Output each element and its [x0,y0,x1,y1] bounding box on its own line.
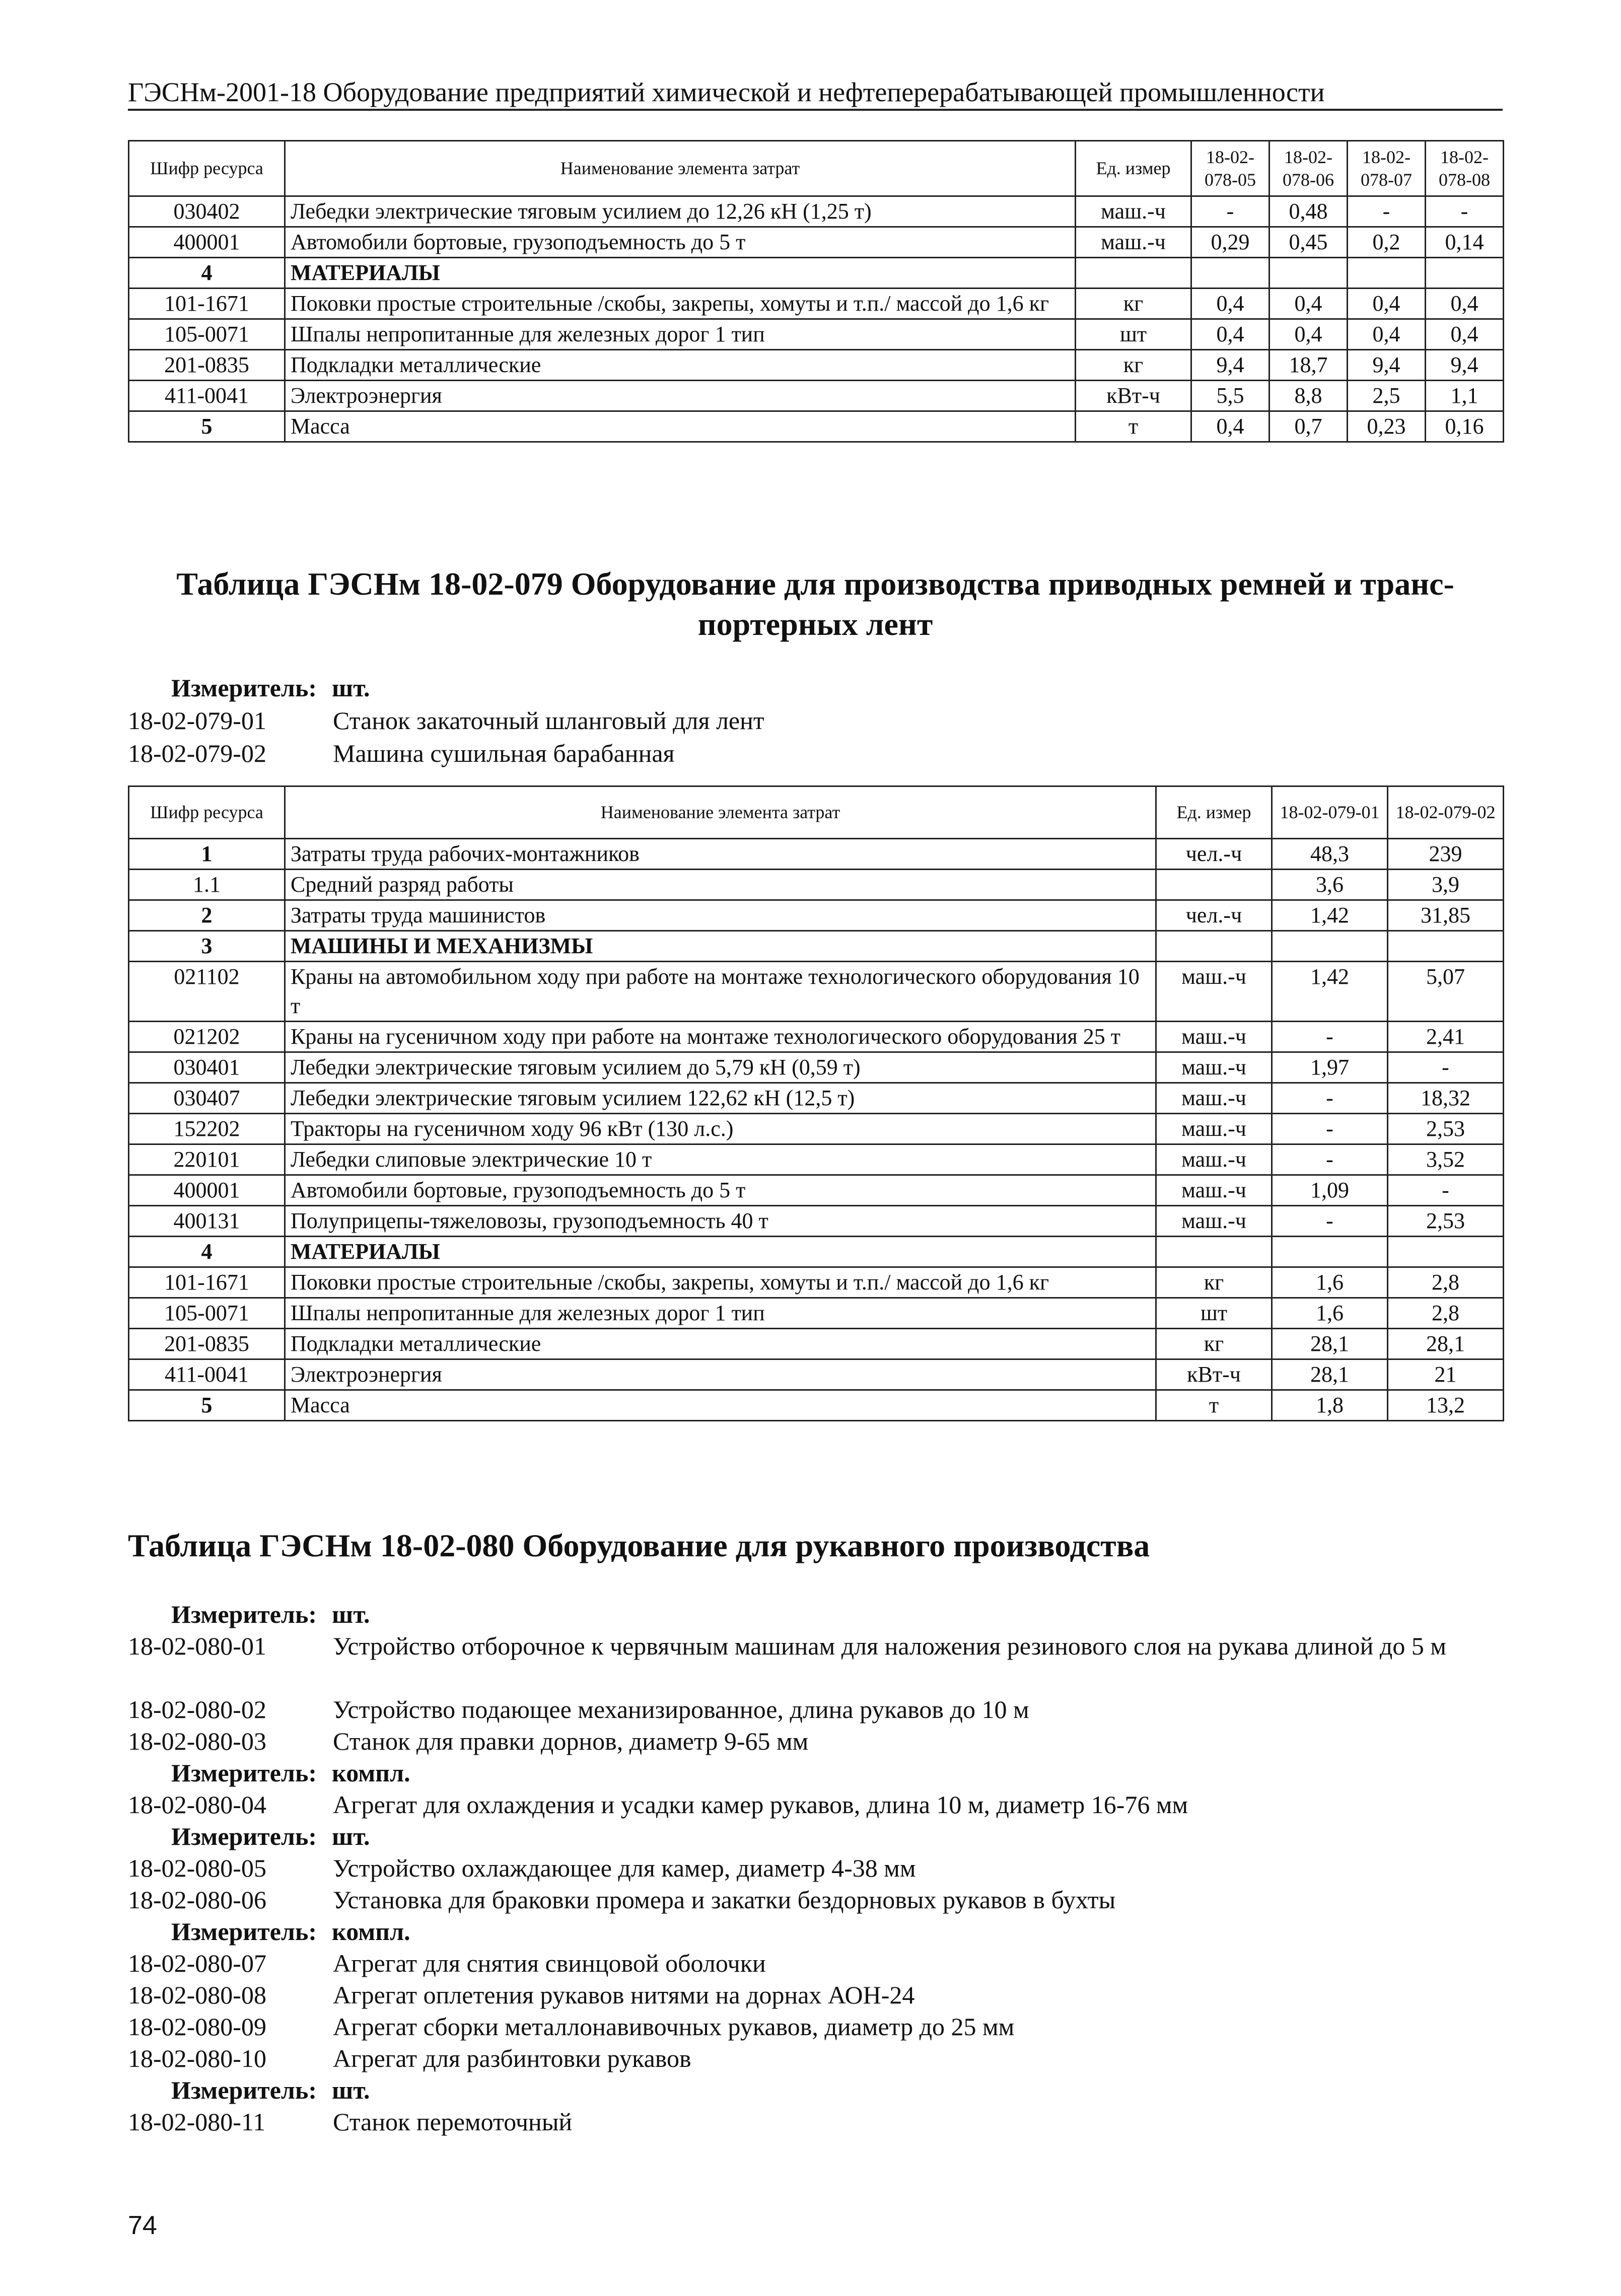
table-row [129,1390,1504,1421]
col-header-norm: 18-02-078-05 [1191,141,1270,196]
cell-name: МАТЕРИАЛЫ [285,258,1076,289]
table-row [129,1298,1504,1329]
cell-value: 9,4 [1191,350,1270,381]
table-row [129,196,1504,227]
cell-value: 0,4 [1348,319,1426,350]
col-header-norm: 18-02-078-07 [1348,141,1426,196]
cell-value: 5,07 [1388,962,1504,1022]
cell-value: 0,29 [1191,227,1270,258]
cell-value: 2,8 [1388,1298,1504,1329]
table-row [129,411,1504,442]
table-header-row [129,786,1504,839]
cell-name: МАТЕРИАЛЫ [285,1237,1156,1267]
measure-unit: компл. [332,1917,410,1946]
cell-code: 220101 [129,1144,285,1175]
cell-name: Лебедки электрические тяговым усилием 122,62 кН (12,5 т) [285,1083,1156,1114]
cell-code: 400001 [129,1175,285,1206]
cell-name: МАШИНЫ И МЕХАНИЗМЫ [285,931,1156,962]
table-row [129,931,1504,962]
table-row [129,1083,1504,1114]
cell-unit: маш.-ч [1076,227,1191,258]
cell-unit [1156,1237,1272,1267]
cell-value: 21 [1388,1359,1504,1390]
table-row [129,870,1504,900]
cell-value: 31,85 [1388,900,1504,931]
item-code: 18-02-080-01 [128,1632,266,1660]
col-header-code: Шифр ресурса [129,141,285,196]
cell-value: 9,4 [1348,350,1426,381]
cell-value: 28,1 [1388,1329,1504,1359]
cell-value: 0,4 [1191,411,1270,442]
col-header-unit: Ед. измер [1076,141,1191,196]
measure-line [171,1821,370,1852]
cell-code: 101-1671 [129,1267,285,1298]
cell-value [1272,931,1388,962]
cell-value: 0,14 [1426,227,1504,258]
cell-code: 105-0071 [129,319,285,350]
cell-value: 1,42 [1272,962,1388,1022]
col-header-norm: 18-02-078-06 [1270,141,1348,196]
cell-unit: маш.-ч [1156,1175,1272,1206]
cell-value: - [1388,1175,1504,1206]
cell-value: - [1191,196,1270,227]
cell-value: - [1348,196,1426,227]
cell-value: 28,1 [1272,1329,1388,1359]
cell-value: 1,8 [1272,1390,1388,1421]
cell-code: 5 [129,411,285,442]
cell-unit: маш.-ч [1156,1083,1272,1114]
item-code: 18-02-080-03 [128,1727,266,1755]
cell-value: 0,48 [1270,196,1348,227]
cell-name: Масса [285,411,1076,442]
cell-unit: чел.-ч [1156,839,1272,870]
cell-name: Краны на автомобильном ходу при работе на монтаже технологического оборудования 10 т [285,962,1156,1022]
item-text: Станок для правки дорнов, диаметр 9-65 мм [333,1727,809,1755]
cell-value: 0,45 [1270,227,1348,258]
cell-value: 0,16 [1426,411,1504,442]
cell-value [1388,931,1504,962]
cell-value: 5,5 [1191,381,1270,411]
table-row [129,1206,1504,1237]
cell-value [1272,1237,1388,1267]
cell-name: Затраты труда машинистов [285,900,1156,931]
table-row [129,1359,1504,1390]
table-row [129,1144,1504,1175]
item-code: 18-02-080-09 [128,2013,266,2041]
cell-value [1191,258,1270,289]
cell-value: 28,1 [1272,1359,1388,1390]
cell-value: - [1272,1022,1388,1052]
cell-name: Поковки простые строительные /скобы, закрепы, хомуты и т.п./ массой до 1,6 кг [285,1267,1156,1298]
item-text: Устройство отборочное к червячным машинам для наложения резинового слоя на рукава длиной до 5 м [333,1632,1446,1660]
cell-value: 2,53 [1388,1114,1504,1144]
item-code: 18-02-080-06 [128,1886,266,1914]
col-header-norm: 18-02-079-01 [1272,786,1388,839]
cell-unit: кВт-ч [1156,1359,1272,1390]
item-code: 18-02-080-10 [128,2044,266,2072]
cell-code: 201-0835 [129,350,285,381]
item-text: Агрегат оплетения рукавов нитями на дорнах АОН-24 [333,1981,915,2009]
cell-name: Лебедки электрические тяговым усилием до 5,79 кН (0,59 т) [285,1052,1156,1083]
cell-value [1426,258,1504,289]
table-row [129,1022,1504,1052]
cell-value: 3,52 [1388,1144,1504,1175]
item-code: 18-02-080-07 [128,1949,266,1977]
cell-value: 9,4 [1426,350,1504,381]
cell-value: 13,2 [1388,1390,1504,1421]
table-row [129,1267,1504,1298]
table-header-row [129,141,1504,196]
measure-label: Измеритель: [171,2076,317,2104]
item-text: Машина сушильная барабанная [333,739,675,767]
item-code: 18-02-079-01 [128,706,266,735]
cell-value: 2,5 [1348,381,1426,411]
measure-label: Измеритель: [171,1822,317,1850]
measure-line [171,672,370,703]
table-row [129,839,1504,870]
cell-value: - [1426,196,1504,227]
table-body [129,196,1504,442]
cell-value: 2,53 [1388,1206,1504,1237]
cell-value: 0,4 [1270,319,1348,350]
cell-unit: кг [1156,1267,1272,1298]
cell-value: 0,4 [1348,289,1426,319]
cell-unit [1156,931,1272,962]
table-row [129,1175,1504,1206]
measure-unit: шт. [332,1600,370,1628]
cell-value: 0,7 [1270,411,1348,442]
cell-code: 101-1671 [129,289,285,319]
cell-unit: маш.-ч [1076,196,1191,227]
measure-line [171,1757,410,1788]
measure-unit: компл. [332,1759,410,1787]
table-row [129,1237,1504,1267]
item-text: Агрегат сборки металлонавивочных рукавов, диаметр до 25 мм [333,2013,1015,2041]
cell-unit: маш.-ч [1156,1206,1272,1237]
col-header-unit: Ед. измер [1156,786,1272,839]
item-code: 18-02-080-11 [128,2108,266,2136]
cell-unit: маш.-ч [1156,1114,1272,1144]
cell-value: 18,7 [1270,350,1348,381]
cell-name: Поковки простые строительные /скобы, закрепы, хомуты и т.п./ массой до 1,6 кг [285,289,1076,319]
cell-unit: маш.-ч [1156,1022,1272,1052]
table-title-080: Таблица ГЭСНм 18-02-080 Оборудование для рукавного производства [128,1528,1150,1563]
table-row [129,319,1504,350]
item-code: 18-02-080-02 [128,1695,266,1724]
cell-code: 411-0041 [129,381,285,411]
cell-name: Затраты труда рабочих-монтажников [285,839,1156,870]
cell-unit [1156,870,1272,900]
cell-name: Шпалы непропитанные для железных дорог 1 тип [285,319,1076,350]
cell-value: - [1272,1144,1388,1175]
resource-table-078 [128,140,1504,443]
col-header-norm: 18-02-078-08 [1426,141,1504,196]
cell-code: 021202 [129,1022,285,1052]
cell-value: 3,6 [1272,870,1388,900]
cell-name: Подкладки металлические [285,350,1076,381]
measure-line [171,1916,410,1947]
table-row [129,381,1504,411]
table-row [129,258,1504,289]
table-row [129,1329,1504,1359]
cell-name: Автомобили бортовые, грузоподъемность до 5 т [285,1175,1156,1206]
item-text: Устройство охлаждающее для камер, диаметр 4-38 мм [333,1854,916,1882]
cell-value: 1,1 [1426,381,1504,411]
item-text: Агрегат для разбинтовки рукавов [333,2044,691,2072]
table-row [129,227,1504,258]
cell-value: 1,42 [1272,900,1388,931]
cell-code: 4 [129,1237,285,1267]
measure-unit: шт. [332,2076,370,2104]
col-header-code: Шифр ресурса [129,786,285,839]
table-row [129,289,1504,319]
cell-value: 0,23 [1348,411,1426,442]
cell-value: 0,4 [1426,319,1504,350]
cell-value: 3,9 [1388,870,1504,900]
cell-code: 030407 [129,1083,285,1114]
cell-unit: кг [1156,1329,1272,1359]
cell-value: 8,8 [1270,381,1348,411]
cell-name: Лебедки электрические тяговым усилием до 12,26 кН (1,25 т) [285,196,1076,227]
cell-value: - [1388,1052,1504,1083]
cell-code: 030402 [129,196,285,227]
table-row [129,1052,1504,1083]
item-text: Устройство подающее механизированное, длина рукавов до 10 м [333,1695,1029,1724]
measure-unit: шт. [332,1822,370,1850]
cell-unit: чел.-ч [1156,900,1272,931]
cell-value: 1,97 [1272,1052,1388,1083]
item-code: 18-02-080-08 [128,1981,266,2009]
cell-value: - [1272,1206,1388,1237]
cell-code: 5 [129,1390,285,1421]
item-code: 18-02-079-02 [128,739,266,767]
cell-name: Электроэнергия [285,381,1076,411]
cell-unit: т [1076,411,1191,442]
measure-line [171,2074,370,2106]
title-line: портерных лент [697,606,933,642]
cell-code: 1 [129,839,285,870]
cell-name: Средний разряд работы [285,870,1156,900]
cell-name: Подкладки металлические [285,1329,1156,1359]
cell-code: 2 [129,900,285,931]
item-text: Станок закаточный шланговый для лент [333,706,764,735]
cell-value: 0,4 [1270,289,1348,319]
cell-code: 400001 [129,227,285,258]
measure-label: Измеритель: [171,1917,317,1946]
cell-value: 239 [1388,839,1504,870]
table-row [129,350,1504,381]
col-header-name: Наименование элемента затрат [285,141,1076,196]
measure-line [171,1599,370,1630]
item-text: Установка для браковки промера и закатки бездорновых рукавов в бухты [333,1886,1116,1914]
cell-code: 105-0071 [129,1298,285,1329]
title-line: Таблица ГЭСНм 18-02-079 Оборудование для производства приводных ремней и транс- [176,566,1454,602]
cell-value: 2,8 [1388,1267,1504,1298]
cell-code: 1.1 [129,870,285,900]
cell-code: 3 [129,931,285,962]
cell-value: 1,6 [1272,1267,1388,1298]
cell-value [1270,258,1348,289]
col-header-name: Наименование элемента затрат [285,786,1156,839]
item-text: Станок перемоточный [333,2108,573,2136]
cell-value [1348,258,1426,289]
resource-table-079 [128,785,1504,1421]
table-body [129,839,1504,1421]
item-code: 18-02-080-04 [128,1790,266,1819]
measure-label: Измеритель: [171,1759,317,1787]
cell-name: Краны на гусеничном ходу при работе на монтаже технологического оборудования 25 т [285,1022,1156,1052]
cell-value: 0,4 [1191,319,1270,350]
cell-name: Электроэнергия [285,1359,1156,1390]
table-row [129,1114,1504,1144]
table-title-079 [128,564,1503,644]
page-number: 74 [128,2211,157,2240]
cell-value: 1,6 [1272,1298,1388,1329]
cell-name: Автомобили бортовые, грузоподъемность до 5 т [285,227,1076,258]
cell-value: 0,2 [1348,227,1426,258]
cell-name: Тракторы на гусеничном ходу 96 кВт (130 л.с.) [285,1114,1156,1144]
table-row [129,900,1504,931]
item-text: Агрегат для снятия свинцовой оболочки [333,1949,766,1977]
cell-code: 201-0835 [129,1329,285,1359]
cell-value: 0,4 [1191,289,1270,319]
measure-unit: шт. [332,674,370,702]
cell-unit: кг [1076,350,1191,381]
item-code: 18-02-080-05 [128,1854,266,1882]
cell-code: 152202 [129,1114,285,1144]
cell-value: 48,3 [1272,839,1388,870]
cell-unit: шт [1076,319,1191,350]
cell-value [1388,1237,1504,1267]
measure-label: Измеритель: [171,674,317,702]
cell-value: - [1272,1083,1388,1114]
table-row [129,962,1504,1022]
cell-code: 030401 [129,1052,285,1083]
cell-value: 1,09 [1272,1175,1388,1206]
cell-unit: маш.-ч [1156,1144,1272,1175]
cell-name: Лебедки слиповые электрические 10 т [285,1144,1156,1175]
item-text: Агрегат для охлаждения и усадки камер рукавов, длина 10 м, диаметр 16-76 мм [333,1790,1188,1819]
cell-unit: т [1156,1390,1272,1421]
running-header: ГЭСНм-2001-18 Оборудование предприятий химической и нефтеперерабатывающей промышленности [128,76,1503,111]
cell-name: Полуприцепы-тяжеловозы, грузоподъемность 40 т [285,1206,1156,1237]
cell-unit: маш.-ч [1156,962,1272,1022]
cell-unit: шт [1156,1298,1272,1329]
cell-value: 0,4 [1426,289,1504,319]
cell-code: 021102 [129,962,285,1022]
cell-value: - [1272,1114,1388,1144]
col-header-norm: 18-02-079-02 [1388,786,1504,839]
cell-name: Масса [285,1390,1156,1421]
cell-unit [1076,258,1191,289]
cell-code: 411-0041 [129,1359,285,1390]
cell-unit: кВт-ч [1076,381,1191,411]
cell-code: 4 [129,258,285,289]
cell-name: Шпалы непропитанные для железных дорог 1 тип [285,1298,1156,1329]
cell-unit: кг [1076,289,1191,319]
cell-unit: маш.-ч [1156,1052,1272,1083]
cell-value: 2,41 [1388,1022,1504,1052]
measure-label: Измеритель: [171,1600,317,1628]
cell-value: 18,32 [1388,1083,1504,1114]
cell-code: 400131 [129,1206,285,1237]
